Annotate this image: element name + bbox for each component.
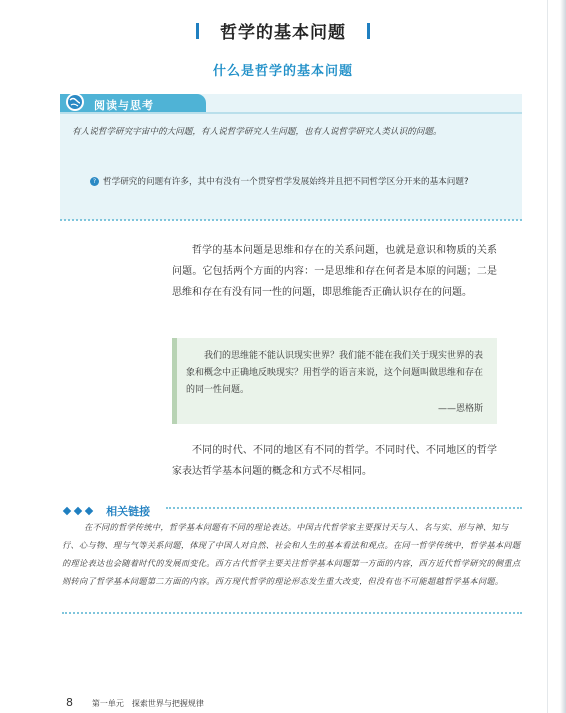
page-edge-shadow <box>560 0 566 713</box>
related-link-text: 在不同的哲学传统中，哲学基本问题有不同的理论表达。中国古代哲学家主要探讨天与人、名与实、形与神、知与行、心与物、理与气等关系问题，体现了中国人对自然、社会和人生的基本看法和观点。在同一哲学传统中，哲学基本问题的理论表达也会随着时代的发展而变化。西方古代哲学主要关注哲学基本问题第一方面的内容，西方近代哲学研究的侧重点则转向了哲学基本问题第二方面的内容。西方现代哲学的理论形态发生重大改变，但没有也不可能超越哲学基本问题。 <box>62 522 521 586</box>
related-link-header <box>64 500 522 518</box>
quote-author: ——恩格斯 <box>437 404 483 414</box>
quote-box <box>172 338 497 424</box>
reading-question <box>72 174 512 191</box>
body-paragraph-1: 哲学的基本问题是思维和存在的关系问题，也就是意识和物质的关系问题。它包括两个方面的内容：一是思维和存在何者是本原的问题；二是思维和存在有没有同一性的问题，即思维能否正确认识存在的问题。 <box>172 245 497 298</box>
related-link-dotted-line <box>166 507 522 509</box>
page-footer <box>66 696 204 709</box>
quote-text: 我们的思维能不能认识现实世界？我们能不能在我们关于现实世界的表象和概念中正确地反映现实？用哲学的语言来说，这个问题叫做思维和存在的同一性问题。 <box>186 351 484 395</box>
reading-question-text: 哲学研究的问题有许多，其中有没有一个贯穿哲学发展始终并且把不同哲学区分开来的基本问题? <box>103 177 469 187</box>
related-link-bottom-border <box>62 612 522 614</box>
section-subtitle: 什么是哲学的基本问题 <box>212 64 353 79</box>
page-title: 哲学的基本问题 <box>220 23 346 43</box>
page-number: 8 <box>66 696 73 709</box>
body-paragraph-2: 不同的时代、不同的地区有不同的哲学。不同时代、不同地区的哲学家表达哲学基本问题的概念和方式不尽相同。 <box>172 445 497 477</box>
title-bar-right <box>367 23 370 39</box>
diamond-icon <box>74 506 82 514</box>
unit-title: 第一单元 探索世界与把握规律 <box>91 699 204 708</box>
reading-box-dotted-border <box>60 219 522 221</box>
question-icon: ? <box>90 177 99 186</box>
reading-tab-label: 阅读与思考 <box>94 99 154 112</box>
title-bar-left <box>196 23 199 39</box>
related-link-label: 相关链接 <box>106 504 151 518</box>
reading-text: 有人说哲学研究宇宙中的大问题，有人说哲学研究人生问题，也有人说哲学研究人类认识的问题。 <box>72 127 442 137</box>
reading-box <box>60 94 522 220</box>
reading-tab <box>60 94 206 112</box>
quote-accent-bar <box>172 338 177 424</box>
diamond-icon <box>85 506 93 514</box>
globe-reader-icon <box>64 91 86 113</box>
page-edge-line <box>547 0 548 713</box>
title-row <box>0 18 566 43</box>
diamond-icon <box>63 506 71 514</box>
